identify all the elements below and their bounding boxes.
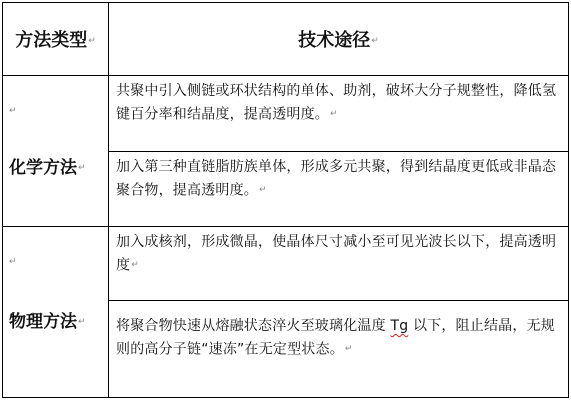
path-cell: [109, 301, 569, 398]
paragraph-mark-icon: ↵: [330, 109, 338, 119]
paragraph-mark-icon: ↵: [371, 36, 379, 46]
paragraph-mark-icon: ↵: [9, 106, 17, 116]
paragraph-mark-icon: ↵: [88, 36, 96, 46]
path-text-after: 以下，阻止结晶，无规则的高分子链“速冻”在无定型状态。: [116, 318, 555, 358]
path-text: 共聚中引入侧链或环状结构的单体、助剂，破坏大分子规整性，降低氢键百分率和结晶度，提高透明度。: [116, 83, 557, 123]
method-cell-physical: [3, 227, 109, 398]
paragraph-mark-icon: ↵: [78, 163, 86, 173]
header-technical-path-text: 技术途径: [298, 30, 371, 51]
table-row: [3, 227, 569, 301]
method-label-chemical: 化学方法: [9, 158, 77, 178]
paragraph-mark-icon: ↵: [78, 317, 86, 327]
header-method-type-text: 方法类型: [15, 30, 88, 51]
paragraph-mark-icon: ↵: [344, 344, 353, 354]
method-cell-chemical: [3, 76, 109, 227]
path-text: 加入第三种直链脂肪族单体，形成多元共聚，得到结晶度更低或非晶态聚合物，提高透明度。: [116, 159, 557, 199]
tg-term: Tg: [390, 318, 409, 334]
path-cell: [109, 152, 569, 227]
paragraph-mark-icon: ↵: [131, 260, 139, 270]
paragraph-mark-icon: ↵: [9, 257, 17, 267]
path-cell: [109, 76, 569, 152]
method-label-physical: 物理方法: [9, 312, 77, 332]
paragraph-mark-icon: ↵: [259, 185, 267, 195]
table-row: [3, 76, 569, 152]
header-method-type: [3, 3, 109, 76]
path-cell: [109, 227, 569, 301]
methods-table: [2, 2, 569, 398]
header-row: [3, 3, 569, 76]
header-technical-path: [109, 3, 569, 76]
path-text-before: 将聚合物快速从熔融状态淬火至玻璃化温度: [116, 318, 391, 334]
path-text: 加入成核剂，形成微晶，使晶体尺寸减小至可见光波长以下，提高透明度: [116, 234, 557, 274]
